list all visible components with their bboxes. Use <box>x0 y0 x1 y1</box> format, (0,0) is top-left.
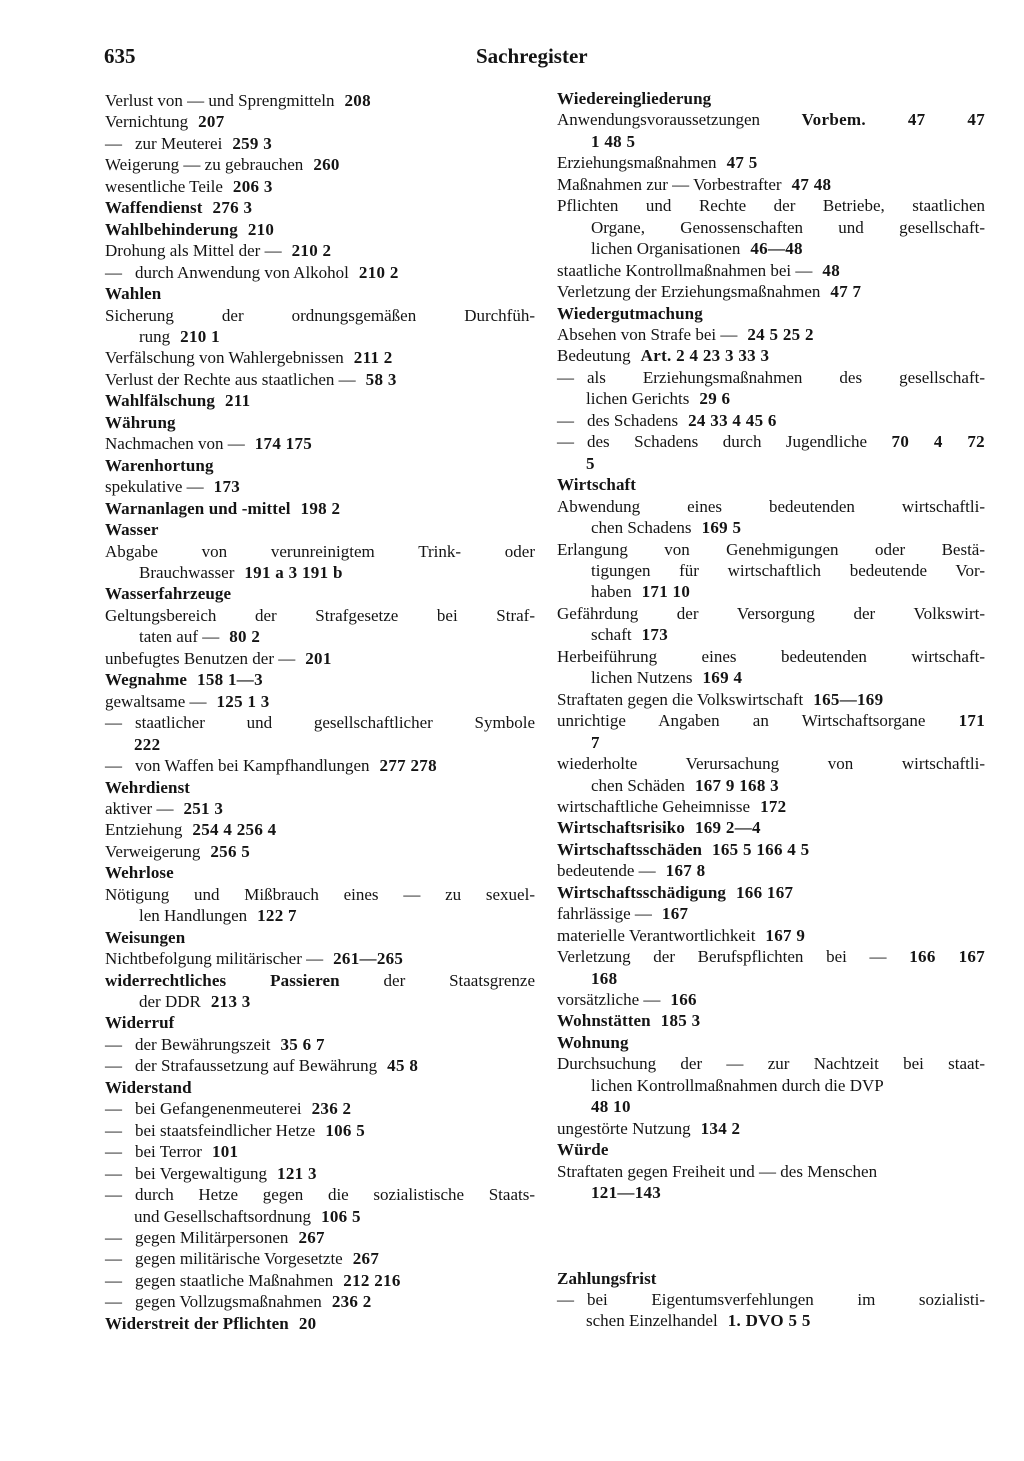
page-number: 635 <box>104 44 136 68</box>
index-heading: widerrechtliches Passieren der Staatsgrenze <box>105 970 535 990</box>
index-subentry: — der Bewährungszeit 35 6 7 <box>105 1034 535 1055</box>
index-entry: Drohung als Mittel der — 210 2 <box>105 241 332 261</box>
index-subentry: — gegen staatliche Maßnahmen 212 216 <box>105 1270 535 1291</box>
index-entry: Nichtbefolgung militärischer — 261—265 <box>105 949 404 969</box>
column-gap <box>557 1204 985 1268</box>
index-entry: Absehen von Strafe bei — 24 5 25 2 <box>557 324 814 344</box>
index-entry: Entziehung 254 4 256 4 <box>105 820 277 840</box>
index-subentry: — durch Hetze gegen die sozialistische Staats- <box>105 1184 535 1205</box>
index-entry-continuation: der DDR 213 3 <box>139 992 251 1012</box>
index-heading: Wirtschaftsschädigung 166 167 <box>557 882 794 902</box>
index-heading: Währung <box>105 412 176 432</box>
index-entry-continuation: 5 <box>586 453 595 473</box>
index-entry-continuation: 121—143 <box>591 1183 662 1203</box>
index-entry: Weigerung — zu gebrauchen 260 <box>105 155 340 175</box>
index-heading: Warenhortung <box>105 455 214 475</box>
index-entry: bedeutende — 167 8 <box>557 861 706 881</box>
index-entry: Maßnahmen zur — Vorbestrafter 47 48 <box>557 174 832 194</box>
index-subentry: — von Waffen bei Kampfhandlungen 277 278 <box>105 755 535 776</box>
index-entry: Erziehungsmaßnahmen 47 5 <box>557 153 758 173</box>
index-column-right <box>557 88 985 1332</box>
index-heading: Wohnstätten 185 3 <box>557 1011 701 1031</box>
index-entry-continuation: taten auf — 80 2 <box>139 627 261 647</box>
index-entry: unbefugtes Benutzen der — 201 <box>105 648 332 668</box>
index-entry-continuation: tigungen für wirtschaftlich bedeutende Vor- <box>591 560 985 580</box>
index-entry-continuation: 1 48 5 <box>591 131 636 151</box>
index-entry: Anwendungsvoraussetzungen Vorbem. 47 47 <box>557 110 985 130</box>
index-heading: Wegnahme 158 1—3 <box>105 670 263 690</box>
index-heading: Widerruf <box>105 1013 175 1033</box>
index-entry-continuation: 7 <box>591 732 600 752</box>
index-subentry: — bei staatsfeindlicher Hetze 106 5 <box>105 1120 535 1141</box>
index-entry: Herbeiführung eines bedeutenden wirtschaft- <box>557 646 985 666</box>
index-entry: spekulative — 173 <box>105 477 241 497</box>
index-subentry: — bei Eigentumsverfehlungen im sozialisti- <box>557 1289 985 1310</box>
index-entry: Sicherung der ordnungsgemäßen Durchfüh- <box>105 305 535 325</box>
index-subentry: — der Strafaussetzung auf Bewährung 45 8 <box>105 1055 535 1076</box>
index-subentry: — gegen Vollzugsmaßnahmen 236 2 <box>105 1291 535 1312</box>
index-heading: Wasser <box>105 520 159 540</box>
index-heading: Weisungen <box>105 927 186 947</box>
index-entry: ungestörte Nutzung 134 2 <box>557 1118 741 1138</box>
index-entry: Verfälschung von Wahlergebnissen 211 2 <box>105 348 393 368</box>
index-subentry: — durch Anwendung von Alkohol 210 2 <box>105 262 535 283</box>
index-entry: staatliche Kontrollmaßnahmen bei — 48 <box>557 260 841 280</box>
index-entry-continuation: lichen Nutzens 169 4 <box>591 668 743 688</box>
index-entry-continuation: lichen Gerichts 29 6 <box>586 389 731 409</box>
index-entry: gewaltsame — 125 1 3 <box>105 691 270 711</box>
index-entry: Verweigerung 256 5 <box>105 841 251 861</box>
index-entry: wesentliche Teile 206 3 <box>105 176 273 196</box>
index-entry-continuation: rung 210 1 <box>139 326 220 346</box>
index-subentry: — des Schadens 24 33 4 45 6 <box>557 410 985 431</box>
index-subentry: — zur Meuterei 259 3 <box>105 133 535 154</box>
index-heading: Wiedereingliederung <box>557 89 712 108</box>
index-heading: Widerstreit der Pflichten 20 <box>105 1313 317 1333</box>
index-subentry: — als Erziehungsmaßnahmen des gesellschaft- <box>557 367 985 388</box>
index-heading: Waffendienst 276 3 <box>105 198 253 218</box>
index-entry: Abgabe von verunreinigtem Trink- oder <box>105 541 535 561</box>
index-heading: Wahlen <box>105 284 162 304</box>
index-entry-continuation: 168 <box>591 968 618 988</box>
index-entry-continuation: Brauchwasser 191 a 3 191 b <box>139 562 343 582</box>
index-column-left <box>105 90 535 1334</box>
index-heading: Wirtschaftsschäden 165 5 166 4 5 <box>557 839 810 859</box>
index-heading: Wahlfälschung 211 <box>105 391 251 411</box>
index-entry: aktiver — 251 3 <box>105 798 224 818</box>
index-heading: Würde <box>557 1140 609 1160</box>
index-entry-continuation: lichen Organisationen 46—48 <box>591 239 803 259</box>
index-entry: wirtschaftliche Geheimnisse 172 <box>557 796 787 816</box>
index-entry: Nötigung und Mißbrauch eines — zu sexuel- <box>105 884 535 904</box>
index-entry: materielle Verantwortlichkeit 167 9 <box>557 925 806 945</box>
index-entry: Abwendung eines bedeutenden wirtschaftli- <box>557 496 985 516</box>
index-entry: Verlust von — und Sprengmitteln 208 <box>105 91 371 110</box>
index-entry-continuation: haben 171 10 <box>591 582 691 602</box>
index-heading: Warnanlagen und -mittel 198 2 <box>105 498 341 518</box>
index-subentry: — staatlicher und gesellschaftlicher Symbole <box>105 712 535 733</box>
index-entry-continuation: len Handlungen 122 7 <box>139 906 297 926</box>
index-heading: Wirtschaftsrisiko 169 2—4 <box>557 818 761 838</box>
index-entry: Verletzung der Berufspflichten bei — 166 167 <box>557 947 985 967</box>
index-heading: Wehrdienst <box>105 777 191 797</box>
index-entry-continuation: chen Schäden 167 9 168 3 <box>591 775 779 795</box>
index-entry: fahrlässige — 167 <box>557 904 689 924</box>
index-entry-continuation: Organe, Genossenschaften und gesellschaft- <box>591 217 985 237</box>
index-entry: vorsätzliche — 166 <box>557 990 697 1010</box>
index-entry: Nachmachen von — 174 175 <box>105 434 313 454</box>
index-entry: Pflichten und Rechte der Betriebe, staatlichen <box>557 196 985 216</box>
index-entry-continuation: 222 <box>134 734 161 754</box>
index-entry: Vernichtung 207 <box>105 112 225 132</box>
index-heading: Wiedergutmachung <box>557 303 703 323</box>
index-entry: Bedeutung Art. 2 4 23 3 33 3 <box>557 346 770 366</box>
index-heading: Wirtschaft <box>557 475 637 495</box>
index-heading: Wasserfahrzeuge <box>105 584 232 604</box>
index-heading: Zahlungsfrist <box>557 1268 657 1288</box>
index-subentry: — des Schadens durch Jugendliche 70 4 72 <box>557 431 985 452</box>
index-entry: Erlangung von Genehmigungen oder Bestä- <box>557 539 985 559</box>
index-entry-continuation: lichen Kontrollmaßnahmen durch die DVP <box>591 1075 884 1095</box>
index-entry: Geltungsbereich der Strafgesetze bei Straf- <box>105 605 535 625</box>
index-entry: Straftaten gegen Freiheit und — des Menschen <box>557 1161 878 1181</box>
index-subentry: — bei Terror 101 <box>105 1141 535 1162</box>
index-entry: Verlust der Rechte aus staatlichen — 58 3 <box>105 369 397 389</box>
index-entry: Gefährdung der Versorgung der Volkswirt- <box>557 603 985 623</box>
index-entry-continuation: und Gesellschaftsordnung 106 5 <box>134 1206 361 1226</box>
index-entry: wiederholte Verursachung von wirtschaftli- <box>557 754 985 774</box>
index-entry: Straftaten gegen die Volkswirtschaft 165—169 <box>557 689 884 709</box>
index-heading: Wehrlose <box>105 863 174 883</box>
index-heading: Wahlbehinderung 210 <box>105 219 275 239</box>
index-entry: Verletzung der Erziehungsmaßnahmen 47 7 <box>557 282 862 302</box>
index-entry-continuation: schaft 173 <box>591 625 668 645</box>
index-entry-continuation: chen Schadens 169 5 <box>591 518 742 538</box>
index-entry-continuation: schen Einzelhandel 1. DVO 5 5 <box>586 1311 811 1331</box>
index-entry: unrichtige Angaben an Wirtschaftsorgane 171 <box>557 711 985 731</box>
index-subentry: — bei Gefangenenmeuterei 236 2 <box>105 1098 535 1119</box>
index-subentry: — gegen militärische Vorgesetzte 267 <box>105 1248 535 1269</box>
index-heading: Widerstand <box>105 1077 192 1097</box>
index-entry: Durchsuchung der — zur Nachtzeit bei staat- <box>557 1054 985 1074</box>
index-subentry: — gegen Militärpersonen 267 <box>105 1227 535 1248</box>
index-entry-continuation: 48 10 <box>591 1097 631 1117</box>
index-heading: Wohnung <box>557 1032 629 1052</box>
index-subentry: — bei Vergewaltigung 121 3 <box>105 1163 535 1184</box>
page-title: Sachregister <box>476 44 588 68</box>
